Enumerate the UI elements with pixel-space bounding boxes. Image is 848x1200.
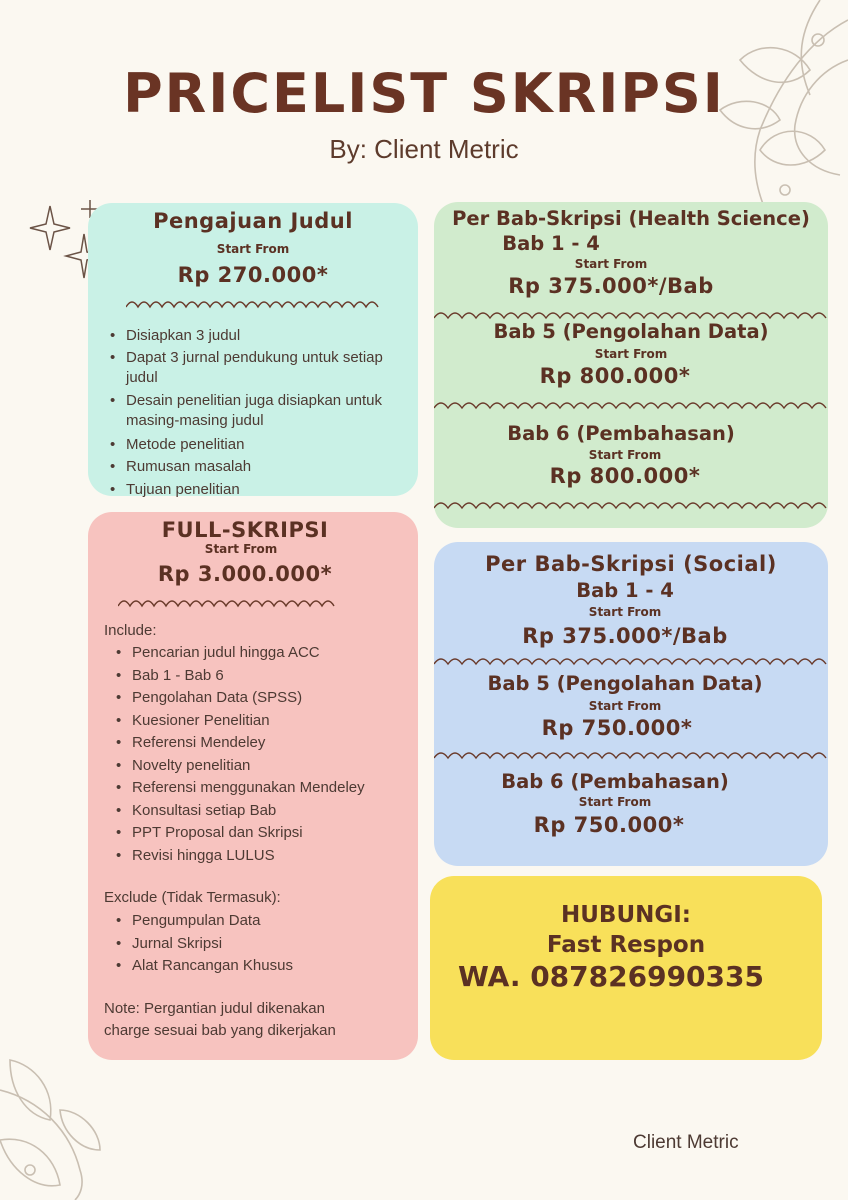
list-item: • PPT Proposal dan Skripsi xyxy=(114,822,414,845)
social-bab5-start-from: Start From xyxy=(588,699,662,713)
contact-card xyxy=(430,876,822,1060)
list-item: • Referensi menggunakan Mendeley xyxy=(114,777,414,800)
pengajuan-start-from: Start From xyxy=(216,242,290,256)
list-item: • Jurnal Skripsi xyxy=(114,933,414,956)
note-line-2: charge sesuai bab yang dikerjakan xyxy=(104,1022,336,1039)
contact-subtitle: Fast Respon xyxy=(546,932,706,958)
health-bab14-label: Bab 1 - 4 xyxy=(502,232,600,255)
social-bab6-label: Bab 6 (Pembahasan) xyxy=(501,770,729,793)
wave-divider xyxy=(126,297,380,309)
pengajuan-price: Rp 270.000* xyxy=(177,263,329,287)
social-bab14-label: Bab 1 - 4 xyxy=(576,579,674,602)
health-bab14-price: Rp 375.000*/Bab xyxy=(508,274,714,298)
social-bab5-price: Rp 750.000* xyxy=(541,716,693,740)
full-title: FULL-SKRIPSI xyxy=(161,518,329,542)
health-bab6-start-from: Start From xyxy=(588,448,662,462)
exclude-label: Exclude (Tidak Termasuk): xyxy=(104,889,281,906)
social-bab6-start-from: Start From xyxy=(578,795,652,809)
contact-title: HUBUNGI: xyxy=(560,902,691,928)
full-start-from: Start From xyxy=(204,542,278,556)
health-bab5-price: Rp 800.000* xyxy=(539,364,691,388)
include-list xyxy=(114,642,414,867)
wave-divider xyxy=(434,308,828,320)
wave-divider xyxy=(434,748,828,760)
social-card xyxy=(434,542,828,866)
health-title: Per Bab-Skripsi (Health Science) xyxy=(452,207,810,230)
list-item: • Pencarian judul hingga ACC xyxy=(114,642,414,665)
exclude-list xyxy=(114,910,414,978)
list-item: • Pengumpulan Data xyxy=(114,910,414,933)
social-bab14-start-from: Start From xyxy=(588,605,662,619)
list-item: • Novelty penelitian xyxy=(114,755,414,778)
list-item: • Konsultasi setiap Bab xyxy=(114,800,414,823)
list-item: • Dapat 3 jurnal pendukung untuk setiap judul xyxy=(108,348,413,391)
social-bab6-price: Rp 750.000* xyxy=(533,813,685,837)
wave-divider xyxy=(434,498,828,510)
wave-divider xyxy=(434,398,828,410)
list-item: • Metode penelitian xyxy=(108,434,413,457)
health-bab14-start-from: Start From xyxy=(574,257,648,271)
social-title: Per Bab-Skripsi (Social) xyxy=(485,552,777,576)
list-item: • Desain penelitian juga disiapkan untuk masing-masing judul xyxy=(108,391,413,434)
list-item: • Disiapkan 3 judul xyxy=(108,325,413,348)
list-item: • Rumusan masalah xyxy=(108,456,413,479)
whatsapp-number[interactable]: WA. 087826990335 xyxy=(458,960,764,993)
pengajuan-title: Pengajuan Judul xyxy=(153,209,353,233)
full-skripsi-card xyxy=(88,512,418,1060)
footer-brand: Client Metric xyxy=(633,1132,739,1153)
pengajuan-list xyxy=(108,325,413,501)
list-item: • Referensi Mendeley xyxy=(114,732,414,755)
full-price: Rp 3.000.000* xyxy=(157,562,333,586)
health-bab5-start-from: Start From xyxy=(594,347,668,361)
health-bab6-label: Bab 6 (Pembahasan) xyxy=(507,422,735,445)
health-bab6-price: Rp 800.000* xyxy=(549,464,701,488)
social-bab5-label: Bab 5 (Pengolahan Data) xyxy=(487,672,763,695)
wave-divider xyxy=(118,596,338,608)
include-label: Include: xyxy=(104,622,157,639)
health-science-card xyxy=(434,202,828,528)
note-line-1: Note: Pergantian judul dikenakan xyxy=(104,1000,325,1017)
list-item: • Kuesioner Penelitian xyxy=(114,710,414,733)
list-item: • Pengolahan Data (SPSS) xyxy=(114,687,414,710)
list-item: • Tujuan penelitian xyxy=(108,479,413,502)
page-title: PRICELIST SKRIPSI xyxy=(123,62,725,125)
byline: By: Client Metric xyxy=(329,134,519,164)
wave-divider xyxy=(434,654,828,666)
health-bab5-label: Bab 5 (Pengolahan Data) xyxy=(493,320,769,343)
list-item: • Bab 1 - Bab 6 xyxy=(114,665,414,688)
list-item: • Revisi hingga LULUS xyxy=(114,845,414,868)
list-item: • Alat Rancangan Khusus xyxy=(114,955,414,978)
social-bab14-price: Rp 375.000*/Bab xyxy=(522,624,728,648)
floral-decoration-bottom-left-icon xyxy=(0,1050,110,1200)
